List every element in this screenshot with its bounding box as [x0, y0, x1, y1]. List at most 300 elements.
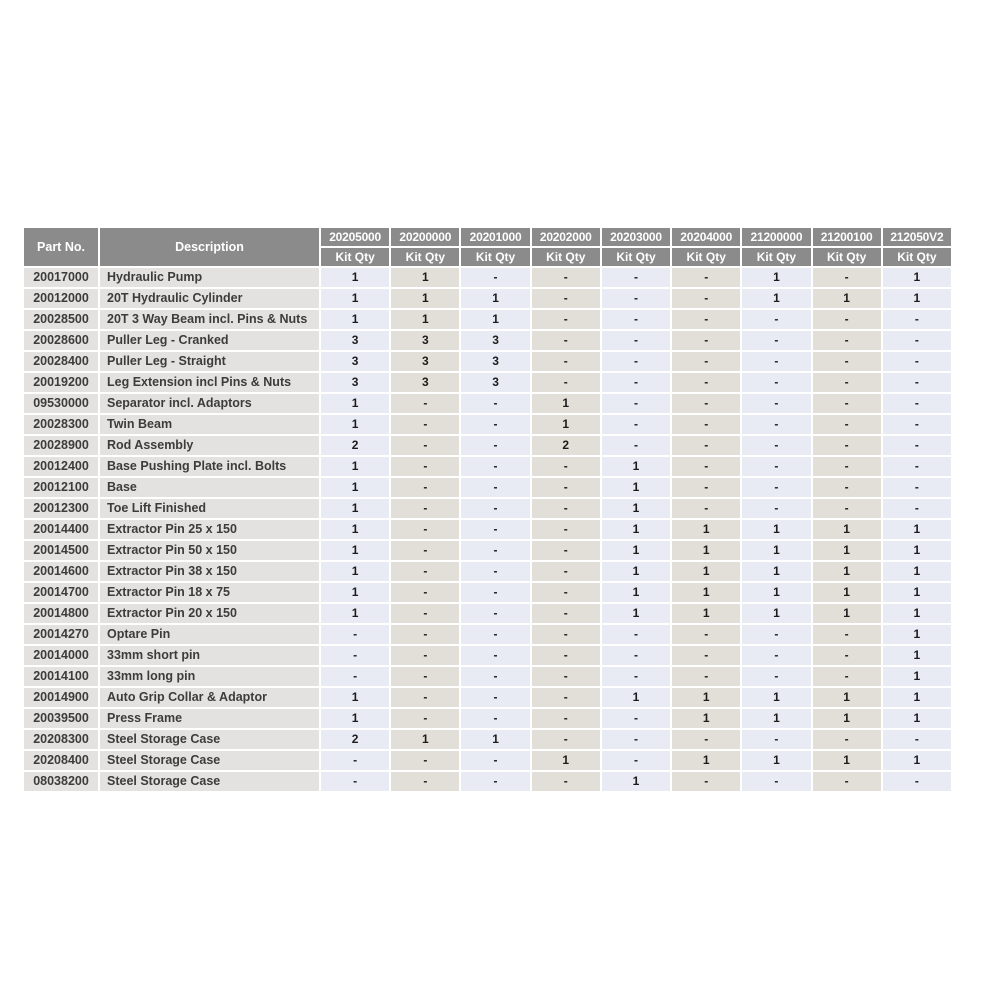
kit-qty-cell: -	[391, 478, 459, 497]
description-cell: 20T 3 Way Beam incl. Pins & Nuts	[100, 310, 319, 329]
kit-qty-cell: 1	[321, 709, 389, 728]
kit-qty-cell: 1	[602, 457, 670, 476]
kit-qty-cell: -	[602, 709, 670, 728]
description-cell: Extractor Pin 20 x 150	[100, 604, 319, 623]
column-header-kit-20201000: 20201000	[461, 228, 529, 246]
kit-qty-cell: -	[461, 499, 529, 518]
description-cell: Base Pushing Plate incl. Bolts	[100, 457, 319, 476]
kit-qty-cell: -	[672, 310, 740, 329]
kit-qty-cell: -	[813, 394, 881, 413]
kit-qty-cell: -	[391, 709, 459, 728]
part-no-cell: 20208400	[24, 751, 98, 770]
kit-qty-cell: 1	[813, 583, 881, 602]
kit-qty-cell: -	[883, 499, 951, 518]
kit-qty-cell: 1	[742, 751, 810, 770]
kit-qty-cell: 3	[321, 331, 389, 350]
kit-qty-cell: 1	[742, 268, 810, 287]
column-header-kit-20205000: 20205000	[321, 228, 389, 246]
kit-qty-cell: -	[672, 499, 740, 518]
kit-qty-cell: -	[742, 772, 810, 791]
kit-qty-cell: -	[602, 373, 670, 392]
kit-qty-cell: -	[532, 352, 600, 371]
kit-qty-cell: -	[672, 373, 740, 392]
kit-qty-cell: -	[532, 373, 600, 392]
kit-qty-cell: 1	[813, 520, 881, 539]
kit-qty-cell: -	[461, 415, 529, 434]
parts-kit-table-container	[22, 226, 953, 793]
kit-qty-cell: -	[742, 373, 810, 392]
kit-qty-cell: -	[391, 457, 459, 476]
kit-qty-cell: 1	[602, 604, 670, 623]
kit-qty-cell: 1	[672, 709, 740, 728]
kit-qty-cell: -	[742, 436, 810, 455]
kit-qty-cell: -	[672, 289, 740, 308]
description-cell: Extractor Pin 18 x 75	[100, 583, 319, 602]
kit-qty-cell: -	[602, 394, 670, 413]
description-cell: 33mm short pin	[100, 646, 319, 665]
part-no-cell: 20012300	[24, 499, 98, 518]
column-header-kit-20200000: 20200000	[391, 228, 459, 246]
kit-qty-cell: 1	[321, 499, 389, 518]
kit-qty-cell: -	[813, 268, 881, 287]
kit-qty-cell: -	[532, 520, 600, 539]
kit-qty-cell: -	[532, 709, 600, 728]
kit-qty-cell: 1	[742, 520, 810, 539]
kit-qty-cell: -	[883, 730, 951, 749]
kit-qty-cell: -	[461, 583, 529, 602]
kit-qty-cell: -	[602, 625, 670, 644]
kit-qty-cell: 1	[672, 541, 740, 560]
kit-qty-cell: -	[742, 457, 810, 476]
kit-qty-cell: 1	[672, 562, 740, 581]
kit-qty-cell: -	[602, 352, 670, 371]
description-cell: Extractor Pin 50 x 150	[100, 541, 319, 560]
description-cell: Twin Beam	[100, 415, 319, 434]
column-subheader-kit-qty: Kit Qty	[883, 248, 951, 266]
part-no-cell: 20014270	[24, 625, 98, 644]
kit-qty-cell: -	[391, 667, 459, 686]
kit-qty-cell: 1	[321, 394, 389, 413]
kit-qty-cell: -	[391, 562, 459, 581]
kit-qty-cell: -	[883, 394, 951, 413]
kit-qty-cell: -	[883, 331, 951, 350]
table-row	[24, 625, 951, 644]
part-no-cell: 20028400	[24, 352, 98, 371]
description-cell: Press Frame	[100, 709, 319, 728]
kit-qty-cell: 1	[883, 604, 951, 623]
kit-qty-cell: -	[742, 625, 810, 644]
kit-qty-cell: -	[672, 667, 740, 686]
kit-qty-cell: 1	[602, 541, 670, 560]
kit-qty-cell: 3	[321, 373, 389, 392]
kit-qty-cell: -	[461, 520, 529, 539]
kit-qty-cell: -	[813, 373, 881, 392]
table-row	[24, 331, 951, 350]
kit-qty-cell: 1	[883, 268, 951, 287]
kit-qty-cell: -	[532, 541, 600, 560]
table-row	[24, 352, 951, 371]
kit-qty-cell: -	[391, 499, 459, 518]
kit-qty-cell: -	[532, 604, 600, 623]
kit-qty-cell: -	[461, 751, 529, 770]
kit-qty-cell: -	[672, 625, 740, 644]
kit-qty-cell: -	[813, 415, 881, 434]
part-no-cell: 20017000	[24, 268, 98, 287]
kit-qty-cell: -	[742, 646, 810, 665]
kit-qty-cell: -	[813, 667, 881, 686]
table-row	[24, 541, 951, 560]
kit-qty-cell: -	[672, 331, 740, 350]
kit-qty-cell: -	[672, 478, 740, 497]
column-header-description: Description	[100, 228, 319, 266]
table-row	[24, 310, 951, 329]
kit-qty-cell: -	[813, 457, 881, 476]
kit-qty-cell: 1	[883, 520, 951, 539]
kit-qty-cell: -	[532, 331, 600, 350]
column-subheader-kit-qty: Kit Qty	[742, 248, 810, 266]
description-cell: 20T Hydraulic Cylinder	[100, 289, 319, 308]
part-no-cell: 20014100	[24, 667, 98, 686]
kit-qty-cell: 1	[813, 709, 881, 728]
description-cell: Rod Assembly	[100, 436, 319, 455]
kit-qty-cell: -	[602, 289, 670, 308]
part-no-cell: 20014600	[24, 562, 98, 581]
part-no-cell: 20028900	[24, 436, 98, 455]
table-row	[24, 562, 951, 581]
kit-qty-cell: -	[461, 562, 529, 581]
kit-qty-cell: -	[461, 688, 529, 707]
kit-qty-cell: -	[813, 331, 881, 350]
header-row-kit-numbers	[24, 228, 951, 246]
table-row	[24, 499, 951, 518]
kit-qty-cell: -	[461, 541, 529, 560]
description-cell: Leg Extension incl Pins & Nuts	[100, 373, 319, 392]
kit-qty-cell: -	[461, 709, 529, 728]
kit-qty-cell: -	[532, 625, 600, 644]
kit-qty-cell: -	[532, 730, 600, 749]
kit-qty-cell: -	[742, 667, 810, 686]
kit-qty-cell: 1	[461, 730, 529, 749]
kit-qty-cell: -	[742, 730, 810, 749]
table-row	[24, 289, 951, 308]
kit-qty-cell: -	[883, 478, 951, 497]
part-no-cell: 20014500	[24, 541, 98, 560]
kit-qty-cell: 1	[602, 520, 670, 539]
part-no-cell: 20014900	[24, 688, 98, 707]
kit-qty-cell: 1	[321, 541, 389, 560]
kit-qty-cell: 1	[321, 289, 389, 308]
table-row	[24, 520, 951, 539]
kit-qty-cell: -	[321, 751, 389, 770]
table-row	[24, 394, 951, 413]
kit-qty-cell: 1	[813, 289, 881, 308]
kit-qty-cell: -	[532, 457, 600, 476]
kit-qty-cell: -	[532, 499, 600, 518]
kit-qty-cell: -	[672, 415, 740, 434]
part-no-cell: 20028300	[24, 415, 98, 434]
kit-qty-cell: -	[672, 646, 740, 665]
table-row	[24, 373, 951, 392]
kit-qty-cell: -	[391, 604, 459, 623]
kit-qty-cell: -	[742, 331, 810, 350]
kit-qty-cell: -	[602, 751, 670, 770]
kit-qty-cell: -	[321, 646, 389, 665]
table-row	[24, 730, 951, 749]
kit-qty-cell: 1	[321, 688, 389, 707]
kit-qty-cell: -	[532, 268, 600, 287]
kit-qty-cell: -	[883, 373, 951, 392]
description-cell: Optare Pin	[100, 625, 319, 644]
kit-qty-cell: -	[883, 310, 951, 329]
kit-qty-cell: -	[532, 688, 600, 707]
table-row	[24, 646, 951, 665]
kit-qty-cell: 1	[602, 688, 670, 707]
kit-qty-cell: 2	[532, 436, 600, 455]
column-header-kit-21200100: 21200100	[813, 228, 881, 246]
description-cell: Extractor Pin 38 x 150	[100, 562, 319, 581]
table-row	[24, 751, 951, 770]
kit-qty-cell: 1	[672, 751, 740, 770]
kit-qty-cell: -	[391, 751, 459, 770]
kit-qty-cell: -	[602, 310, 670, 329]
column-header-kit-21200000: 21200000	[742, 228, 810, 246]
kit-qty-cell: -	[461, 646, 529, 665]
kit-qty-cell: 1	[532, 751, 600, 770]
kit-qty-cell: -	[391, 541, 459, 560]
kit-qty-cell: -	[602, 667, 670, 686]
kit-qty-cell: 1	[813, 604, 881, 623]
kit-qty-cell: -	[461, 268, 529, 287]
kit-qty-cell: 1	[742, 289, 810, 308]
kit-qty-cell: -	[461, 772, 529, 791]
column-header-kit-212050V2: 212050V2	[883, 228, 951, 246]
kit-qty-cell: -	[883, 457, 951, 476]
kit-qty-cell: 1	[391, 310, 459, 329]
part-no-cell: 20014000	[24, 646, 98, 665]
column-subheader-kit-qty: Kit Qty	[602, 248, 670, 266]
kit-qty-cell: -	[672, 457, 740, 476]
kit-qty-cell: 1	[391, 289, 459, 308]
kit-qty-cell: 1	[883, 709, 951, 728]
kit-qty-cell: -	[461, 394, 529, 413]
part-no-cell: 20039500	[24, 709, 98, 728]
kit-qty-cell: 1	[672, 583, 740, 602]
kit-qty-cell: -	[672, 268, 740, 287]
kit-qty-cell: -	[391, 772, 459, 791]
kit-qty-cell: 1	[321, 457, 389, 476]
part-no-cell: 20012100	[24, 478, 98, 497]
part-no-cell: 20028500	[24, 310, 98, 329]
kit-qty-cell: -	[461, 457, 529, 476]
table-row	[24, 268, 951, 287]
kit-qty-cell: 1	[321, 268, 389, 287]
kit-qty-cell: -	[321, 772, 389, 791]
kit-qty-cell: -	[672, 436, 740, 455]
kit-qty-cell: 1	[321, 520, 389, 539]
kit-qty-cell: 1	[883, 289, 951, 308]
kit-qty-cell: 1	[742, 709, 810, 728]
kit-qty-cell: 2	[321, 730, 389, 749]
parts-kit-table	[22, 226, 953, 793]
kit-qty-cell: 3	[391, 352, 459, 371]
kit-qty-cell: 1	[602, 562, 670, 581]
kit-qty-cell: 1	[672, 520, 740, 539]
kit-qty-cell: -	[742, 394, 810, 413]
kit-qty-cell: 1	[461, 289, 529, 308]
kit-qty-cell: 1	[672, 604, 740, 623]
kit-qty-cell: -	[813, 352, 881, 371]
description-cell: Puller Leg - Straight	[100, 352, 319, 371]
table-row	[24, 604, 951, 623]
kit-qty-cell: 1	[883, 625, 951, 644]
description-cell: Steel Storage Case	[100, 730, 319, 749]
description-cell: Steel Storage Case	[100, 751, 319, 770]
kit-qty-cell: 1	[813, 562, 881, 581]
kit-qty-cell: 1	[532, 394, 600, 413]
kit-qty-cell: -	[461, 478, 529, 497]
kit-qty-cell: 2	[321, 436, 389, 455]
part-no-cell: 20028600	[24, 331, 98, 350]
kit-qty-cell: -	[461, 667, 529, 686]
column-subheader-kit-qty: Kit Qty	[532, 248, 600, 266]
part-no-cell: 20014800	[24, 604, 98, 623]
column-subheader-kit-qty: Kit Qty	[321, 248, 389, 266]
kit-qty-cell: -	[602, 646, 670, 665]
kit-qty-cell: 1	[321, 415, 389, 434]
kit-qty-cell: 3	[321, 352, 389, 371]
part-no-cell: 08038200	[24, 772, 98, 791]
part-no-cell: 20208300	[24, 730, 98, 749]
description-cell: Extractor Pin 25 x 150	[100, 520, 319, 539]
kit-qty-cell: -	[532, 646, 600, 665]
kit-qty-cell: -	[391, 520, 459, 539]
kit-qty-cell: -	[461, 625, 529, 644]
kit-qty-cell: 1	[742, 541, 810, 560]
part-no-cell: 20014700	[24, 583, 98, 602]
kit-qty-cell: 1	[742, 562, 810, 581]
table-row	[24, 688, 951, 707]
kit-qty-cell: -	[742, 478, 810, 497]
kit-qty-cell: -	[532, 289, 600, 308]
kit-qty-cell: 1	[742, 583, 810, 602]
kit-qty-cell: -	[391, 583, 459, 602]
kit-qty-cell: -	[532, 667, 600, 686]
kit-qty-cell: -	[813, 499, 881, 518]
kit-qty-cell: 1	[883, 688, 951, 707]
kit-qty-cell: 1	[742, 604, 810, 623]
kit-qty-cell: 3	[391, 373, 459, 392]
kit-qty-cell: -	[321, 667, 389, 686]
table-row	[24, 415, 951, 434]
description-cell: Puller Leg - Cranked	[100, 331, 319, 350]
kit-qty-cell: 3	[461, 331, 529, 350]
column-subheader-kit-qty: Kit Qty	[391, 248, 459, 266]
kit-qty-cell: 3	[461, 352, 529, 371]
part-no-cell: 20019200	[24, 373, 98, 392]
kit-qty-cell: -	[391, 646, 459, 665]
kit-qty-cell: 1	[883, 541, 951, 560]
part-no-cell: 20012000	[24, 289, 98, 308]
table-row	[24, 478, 951, 497]
kit-qty-cell: 1	[883, 751, 951, 770]
kit-qty-cell: -	[742, 415, 810, 434]
table-row	[24, 667, 951, 686]
kit-qty-cell: -	[742, 352, 810, 371]
kit-qty-cell: -	[391, 394, 459, 413]
kit-qty-cell: -	[461, 436, 529, 455]
kit-qty-cell: 1	[883, 667, 951, 686]
kit-qty-cell: 1	[813, 541, 881, 560]
kit-qty-cell: 1	[461, 310, 529, 329]
kit-qty-cell: 1	[602, 772, 670, 791]
kit-qty-cell: 1	[742, 688, 810, 707]
kit-qty-cell: 1	[391, 268, 459, 287]
kit-qty-cell: -	[883, 436, 951, 455]
kit-qty-cell: 1	[321, 604, 389, 623]
kit-qty-cell: -	[813, 478, 881, 497]
kit-qty-cell: -	[602, 331, 670, 350]
column-header-kit-20202000: 20202000	[532, 228, 600, 246]
kit-qty-cell: 1	[321, 583, 389, 602]
kit-qty-cell: 1	[883, 583, 951, 602]
kit-qty-cell: -	[883, 352, 951, 371]
kit-qty-cell: -	[532, 478, 600, 497]
kit-qty-cell: 3	[461, 373, 529, 392]
kit-qty-cell: -	[672, 394, 740, 413]
table-row	[24, 457, 951, 476]
part-no-cell: 20014400	[24, 520, 98, 539]
kit-qty-cell: -	[883, 415, 951, 434]
column-header-kit-20204000: 20204000	[672, 228, 740, 246]
kit-qty-cell: -	[742, 499, 810, 518]
description-cell: 33mm long pin	[100, 667, 319, 686]
column-subheader-kit-qty: Kit Qty	[461, 248, 529, 266]
kit-qty-cell: -	[883, 772, 951, 791]
kit-qty-cell: -	[321, 625, 389, 644]
kit-qty-cell: -	[602, 730, 670, 749]
kit-qty-cell: 1	[602, 583, 670, 602]
table-row	[24, 436, 951, 455]
kit-qty-cell: -	[391, 436, 459, 455]
kit-qty-cell: -	[813, 646, 881, 665]
kit-qty-cell: -	[391, 625, 459, 644]
kit-qty-cell: -	[602, 436, 670, 455]
kit-qty-cell: 1	[321, 310, 389, 329]
kit-qty-cell: 1	[391, 730, 459, 749]
kit-qty-cell: -	[532, 562, 600, 581]
kit-qty-cell: -	[813, 625, 881, 644]
kit-qty-cell: -	[532, 772, 600, 791]
kit-qty-cell: -	[672, 772, 740, 791]
kit-qty-cell: 1	[813, 688, 881, 707]
kit-qty-cell: 1	[602, 499, 670, 518]
part-no-cell: 09530000	[24, 394, 98, 413]
kit-qty-cell: -	[813, 310, 881, 329]
column-subheader-kit-qty: Kit Qty	[672, 248, 740, 266]
column-header-part-no: Part No.	[24, 228, 98, 266]
kit-qty-cell: -	[813, 772, 881, 791]
kit-qty-cell: -	[672, 730, 740, 749]
kit-qty-cell: 1	[321, 562, 389, 581]
description-cell: Auto Grip Collar & Adaptor	[100, 688, 319, 707]
kit-qty-cell: -	[391, 688, 459, 707]
kit-qty-cell: -	[532, 310, 600, 329]
kit-qty-cell: 1	[813, 751, 881, 770]
description-cell: Steel Storage Case	[100, 772, 319, 791]
kit-qty-cell: -	[532, 583, 600, 602]
description-cell: Toe Lift Finished	[100, 499, 319, 518]
kit-qty-cell: -	[391, 415, 459, 434]
